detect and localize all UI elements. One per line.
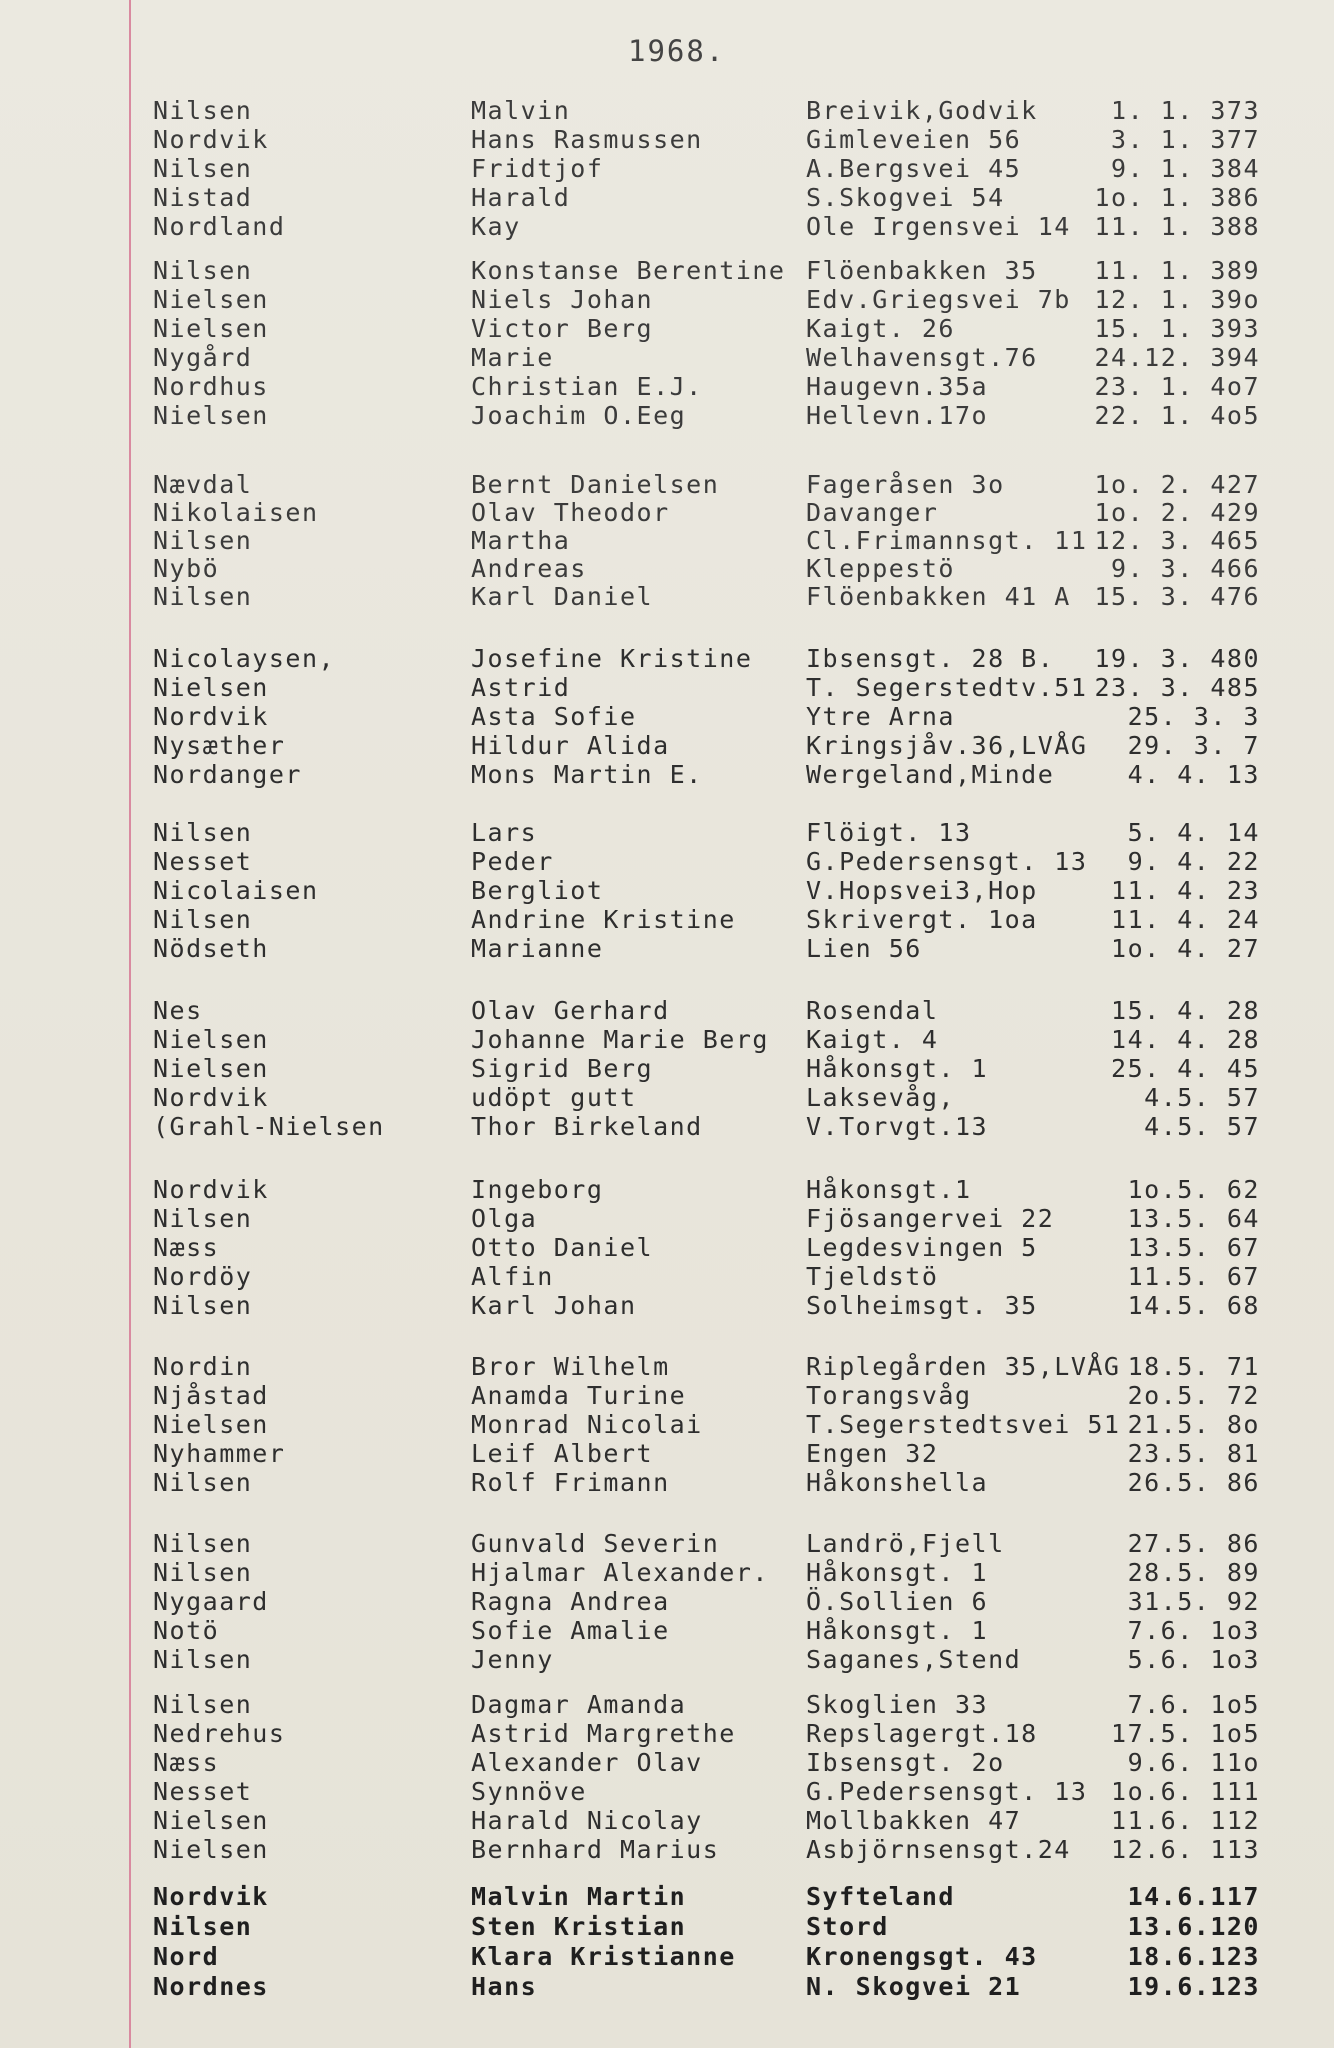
date-number-cell: 13.5. 67 [1127, 1233, 1260, 1262]
given-names-cell: Konstanse Berentine [471, 256, 786, 285]
surname-cell: Nes [153, 996, 203, 1025]
surname-cell: Nordvik [153, 702, 269, 731]
surname-cell: Nesset [153, 847, 253, 876]
date-number-cell: 9. 1. 384 [1111, 154, 1260, 183]
address-cell: Flöenbakken 35 [806, 256, 1038, 285]
register-row [0, 1529, 1334, 1559]
register-row [0, 1233, 1334, 1263]
given-names-cell: Dagmar Amanda [471, 1690, 687, 1719]
register-row [0, 285, 1334, 315]
register-row [0, 1204, 1334, 1234]
register-row [0, 996, 1334, 1026]
address-cell: Lien 56 [806, 934, 922, 963]
address-cell: V.Hopsvei3,Hop [806, 876, 1038, 905]
register-row [0, 470, 1334, 500]
given-names-cell: Bergliot [471, 876, 604, 905]
date-number-cell: 21.5. 8o [1127, 1410, 1260, 1439]
address-cell: Mollbakken 47 [806, 1806, 1022, 1835]
surname-cell: Nygård [153, 343, 253, 372]
date-number-cell: 9.6. 11o [1127, 1748, 1260, 1777]
register-row [0, 1352, 1334, 1382]
given-names-cell: Johanne Marie Berg [471, 1025, 769, 1054]
register-row [0, 1645, 1334, 1675]
surname-cell: Nödseth [153, 934, 269, 963]
given-names-cell: Leif Albert [471, 1439, 654, 1468]
date-number-cell: 1o. 1. 386 [1094, 183, 1260, 212]
address-cell: V.Torvgt.13 [806, 1112, 989, 1141]
date-number-cell: 11. 4. 23 [1111, 876, 1260, 905]
given-names-cell: Bernhard Marius [471, 1835, 720, 1864]
date-number-cell: 28.5. 89 [1127, 1558, 1260, 1587]
surname-cell: Nesset [153, 1777, 253, 1806]
given-names-cell: Andrine Kristine [471, 905, 736, 934]
surname-cell: Nilsen [153, 1204, 253, 1233]
address-cell: Riplegården 35,LVÅG [806, 1352, 1121, 1381]
address-cell: Solheimsgt. 35 [806, 1291, 1038, 1320]
given-names-cell: Lars [471, 818, 538, 847]
register-row [0, 401, 1334, 431]
date-number-cell: 24.12. 394 [1094, 343, 1260, 372]
date-number-cell: 4.5. 57 [1144, 1112, 1260, 1141]
date-number-cell: 15. 4. 28 [1111, 996, 1260, 1025]
address-cell: T.Segerstedtsvei 51 [806, 1410, 1121, 1439]
address-cell: Breivik,Godvik [806, 96, 1038, 125]
address-cell: Kringsjåv.36,LVÅG [806, 731, 1088, 760]
date-number-cell: 9. 4. 22 [1127, 847, 1260, 876]
address-cell: Legdesvingen 5 [806, 1233, 1038, 1262]
given-names-cell: Josefine Kristine [471, 644, 753, 673]
date-number-cell: 7.6. 1o3 [1127, 1616, 1260, 1645]
surname-cell: Nilsen [153, 818, 253, 847]
register-row [0, 1112, 1334, 1142]
given-names-cell: Sten Kristian [471, 1912, 687, 1941]
address-cell: Fjösangervei 22 [806, 1204, 1055, 1233]
surname-cell: Nielsen [153, 1835, 269, 1864]
address-cell: Håkonshella [806, 1468, 989, 1497]
register-row [0, 1262, 1334, 1292]
date-number-cell: 5.6. 1o3 [1127, 1645, 1260, 1674]
given-names-cell: Malvin Martin [471, 1882, 687, 1911]
address-cell: Kleppestö [806, 554, 955, 583]
surname-cell: Nilsen [153, 1912, 253, 1941]
surname-cell: Nilsen [153, 1468, 253, 1497]
address-cell: Håkonsgt. 1 [806, 1054, 989, 1083]
register-row [0, 343, 1334, 373]
given-names-cell: Astrid [471, 673, 571, 702]
address-cell: Edv.Griegsvei 7b [806, 285, 1071, 314]
address-cell: Kronengsgt. 43 [806, 1942, 1038, 1971]
given-names-cell: Harald [471, 183, 571, 212]
date-number-cell: 12. 3. 465 [1094, 526, 1260, 555]
surname-cell: Næss [153, 1233, 220, 1262]
date-number-cell: 23. 3. 485 [1094, 673, 1260, 702]
register-row [0, 760, 1334, 790]
register-row [0, 1410, 1334, 1440]
given-names-cell: Karl Johan [471, 1291, 637, 1320]
date-number-cell: 12. 1. 39o [1094, 285, 1260, 314]
given-names-cell: Synnöve [471, 1777, 587, 1806]
surname-cell: Nielsen [153, 401, 269, 430]
given-names-cell: Harald Nicolay [471, 1806, 703, 1835]
address-cell: Ibsensgt. 28 B. [806, 644, 1055, 673]
register-row [0, 1468, 1334, 1498]
register-row [0, 526, 1334, 556]
register-row [0, 212, 1334, 242]
given-names-cell: Hjalmar Alexander. [471, 1558, 769, 1587]
address-cell: Ytre Arna [806, 702, 955, 731]
register-row [0, 905, 1334, 935]
surname-cell: Næss [153, 1748, 220, 1777]
address-cell: T. Segerstedtv.51 [806, 673, 1088, 702]
given-names-cell: Alfin [471, 1262, 554, 1291]
surname-cell: Nysæther [153, 731, 286, 760]
address-cell: S.Skogvei 54 [806, 183, 1005, 212]
surname-cell: Nordin [153, 1352, 253, 1381]
given-names-cell: Victor Berg [471, 314, 654, 343]
address-cell: Flöenbakken 41 A [806, 582, 1071, 611]
address-cell: Haugevn.35a [806, 372, 989, 401]
register-row [0, 1025, 1334, 1055]
register-row [0, 1882, 1334, 1912]
surname-cell: Nielsen [153, 1410, 269, 1439]
given-names-cell: Marie [471, 343, 554, 372]
given-names-cell: Hildur Alida [471, 731, 670, 760]
surname-cell: Nilsen [153, 256, 253, 285]
surname-cell: Nordvik [153, 1882, 269, 1911]
address-cell: Repslagergt.18 [806, 1719, 1038, 1748]
register-row [0, 731, 1334, 761]
register-row [0, 1777, 1334, 1807]
date-number-cell: 1o. 2. 429 [1094, 498, 1260, 527]
given-names-cell: Sofie Amalie [471, 1616, 670, 1645]
surname-cell: Nilsen [153, 96, 253, 125]
given-names-cell: Alexander Olav [471, 1748, 703, 1777]
date-number-cell: 18.6.123 [1127, 1942, 1260, 1971]
register-row [0, 702, 1334, 732]
register-row [0, 582, 1334, 612]
address-cell: Landrö,Fjell [806, 1529, 1005, 1558]
date-number-cell: 27.5. 86 [1127, 1529, 1260, 1558]
given-names-cell: Marianne [471, 934, 604, 963]
given-names-cell: Ingeborg [471, 1175, 604, 1204]
surname-cell: Nordhus [153, 372, 269, 401]
surname-cell: Nilsen [153, 154, 253, 183]
address-cell: Stord [806, 1912, 889, 1941]
address-cell: Skrivergt. 1oa [806, 905, 1038, 934]
surname-cell: (Grahl-Nielsen [153, 1112, 385, 1141]
surname-cell: Notö [153, 1616, 220, 1645]
given-names-cell: Otto Daniel [471, 1233, 654, 1262]
register-row [0, 673, 1334, 703]
date-number-cell: 14.6.117 [1127, 1882, 1260, 1911]
register-row [0, 1806, 1334, 1836]
register-row [0, 554, 1334, 584]
register-row [0, 1175, 1334, 1205]
date-number-cell: 1. 1. 373 [1111, 96, 1260, 125]
register-row [0, 1291, 1334, 1321]
date-number-cell: 2o.5. 72 [1127, 1381, 1260, 1410]
register-row [0, 154, 1334, 184]
address-cell: Welhavensgt.76 [806, 343, 1038, 372]
register-row [0, 1835, 1334, 1865]
register-row [0, 1054, 1334, 1084]
address-cell: Hellevn.17o [806, 401, 989, 430]
register-row [0, 847, 1334, 877]
date-number-cell: 19. 3. 480 [1094, 644, 1260, 673]
date-number-cell: 11. 4. 24 [1111, 905, 1260, 934]
given-names-cell: Monrad Nicolai [471, 1410, 703, 1439]
date-number-cell: 11.5. 67 [1127, 1262, 1260, 1291]
surname-cell: Nielsen [153, 285, 269, 314]
surname-cell: Nilsen [153, 1645, 253, 1674]
date-number-cell: 22. 1. 4o5 [1094, 401, 1260, 430]
register-row [0, 818, 1334, 848]
given-names-cell: Christian E.J. [471, 372, 703, 401]
date-number-cell: 14. 4. 28 [1111, 1025, 1260, 1054]
address-cell: Gimleveien 56 [806, 125, 1022, 154]
given-names-cell: Mons Martin E. [471, 760, 703, 789]
surname-cell: Nilsen [153, 1529, 253, 1558]
address-cell: Flöigt. 13 [806, 818, 972, 847]
register-row [0, 1719, 1334, 1749]
address-cell: Davanger [806, 498, 939, 527]
address-cell: Ö.Sollien 6 [806, 1587, 989, 1616]
address-cell: Tjeldstö [806, 1262, 939, 1291]
given-names-cell: Peder [471, 847, 554, 876]
date-number-cell: 15. 1. 393 [1094, 314, 1260, 343]
register-row [0, 644, 1334, 674]
date-number-cell: 23.5. 81 [1127, 1439, 1260, 1468]
address-cell: Rosendal [806, 996, 939, 1025]
date-number-cell: 9. 3. 466 [1111, 554, 1260, 583]
date-number-cell: 15. 3. 476 [1094, 582, 1260, 611]
register-row [0, 1748, 1334, 1778]
date-number-cell: 31.5. 92 [1127, 1587, 1260, 1616]
surname-cell: Nilsen [153, 1558, 253, 1587]
given-names-cell: Karl Daniel [471, 582, 654, 611]
register-row [0, 1381, 1334, 1411]
date-number-cell: 3. 1. 377 [1111, 125, 1260, 154]
given-names-cell: Klara Kristianne [471, 1942, 736, 1971]
date-number-cell: 11. 1. 388 [1094, 212, 1260, 241]
date-number-cell: 26.5. 86 [1127, 1468, 1260, 1497]
surname-cell: Nielsen [153, 1054, 269, 1083]
surname-cell: Nyhammer [153, 1439, 286, 1468]
surname-cell: Nordland [153, 212, 286, 241]
date-number-cell: 4.5. 57 [1144, 1083, 1260, 1112]
surname-cell: Nicolaysen, [153, 644, 336, 673]
address-cell: Asbjörnsensgt.24 [806, 1835, 1071, 1864]
given-names-cell: Thor Birkeland [471, 1112, 703, 1141]
surname-cell: Nedrehus [153, 1719, 286, 1748]
given-names-cell: Asta Sofie [471, 702, 637, 731]
date-number-cell: 23. 1. 4o7 [1094, 372, 1260, 401]
register-row [0, 934, 1334, 964]
surname-cell: Nævdal [153, 470, 253, 499]
date-number-cell: 18.5. 71 [1127, 1352, 1260, 1381]
date-number-cell: 14.5. 68 [1127, 1291, 1260, 1320]
register-row [0, 183, 1334, 213]
address-cell: Fageråsen 3o [806, 470, 1005, 499]
given-names-cell: Astrid Margrethe [471, 1719, 736, 1748]
register-row [0, 256, 1334, 286]
given-names-cell: Hans Rasmussen [471, 125, 703, 154]
address-cell: Håkonsgt. 1 [806, 1616, 989, 1645]
given-names-cell: Kay [471, 212, 521, 241]
surname-cell: Nordanger [153, 760, 302, 789]
given-names-cell: Bernt Danielsen [471, 470, 720, 499]
surname-cell: Nordöy [153, 1262, 253, 1291]
date-number-cell: 12.6. 113 [1111, 1835, 1260, 1864]
address-cell: Cl.Frimannsgt. 11 [806, 526, 1088, 555]
surname-cell: Nistad [153, 183, 253, 212]
date-number-cell: 5. 4. 14 [1127, 818, 1260, 847]
address-cell: Skoglien 33 [806, 1690, 989, 1719]
surname-cell: Nilsen [153, 1291, 253, 1320]
register-row [0, 1083, 1334, 1113]
surname-cell: Nilsen [153, 1690, 253, 1719]
given-names-cell: Bror Wilhelm [471, 1352, 670, 1381]
date-number-cell: 25. 4. 45 [1111, 1054, 1260, 1083]
address-cell: Ibsensgt. 2o [806, 1748, 1005, 1777]
date-number-cell: 13.5. 64 [1127, 1204, 1260, 1233]
surname-cell: Nicolaisen [153, 876, 319, 905]
given-names-cell: Ragna Andrea [471, 1587, 670, 1616]
date-number-cell: 19.6.123 [1127, 1972, 1260, 2001]
register-row [0, 1616, 1334, 1646]
given-names-cell: Olga [471, 1204, 538, 1233]
given-names-cell: Olav Theodor [471, 498, 670, 527]
address-cell: Håkonsgt.1 [806, 1175, 972, 1204]
given-names-cell: Gunvald Severin [471, 1529, 720, 1558]
register-row [0, 96, 1334, 126]
register-row [0, 314, 1334, 344]
date-number-cell: 13.6.120 [1127, 1912, 1260, 1941]
address-cell: Saganes,Stend [806, 1645, 1022, 1674]
date-number-cell: 11.6. 112 [1111, 1806, 1260, 1835]
date-number-cell: 4. 4. 13 [1127, 760, 1260, 789]
register-row [0, 498, 1334, 528]
address-cell: Håkonsgt. 1 [806, 1558, 989, 1587]
surname-cell: Nilsen [153, 582, 253, 611]
address-cell: Engen 32 [806, 1439, 939, 1468]
register-row [0, 125, 1334, 155]
surname-cell: Nord [153, 1942, 220, 1971]
address-cell: Syfteland [806, 1882, 955, 1911]
address-cell: A.Bergsvei 45 [806, 154, 1022, 183]
address-cell: Wergeland,Minde [806, 760, 1055, 789]
surname-cell: Njåstad [153, 1381, 269, 1410]
surname-cell: Nordnes [153, 1972, 269, 2001]
register-row [0, 1912, 1334, 1942]
address-cell: G.Pedersensgt. 13 [806, 1777, 1088, 1806]
given-names-cell: Malvin [471, 96, 571, 125]
surname-cell: Nordvik [153, 1175, 269, 1204]
given-names-cell: Fridtjof [471, 154, 604, 183]
given-names-cell: Hans [471, 1972, 538, 2001]
surname-cell: Nordvik [153, 125, 269, 154]
surname-cell: Nilsen [153, 526, 253, 555]
register-row [0, 1587, 1334, 1617]
register-row [0, 1558, 1334, 1588]
surname-cell: Nielsen [153, 673, 269, 702]
date-number-cell: 11. 1. 389 [1094, 256, 1260, 285]
date-number-cell: 1o.5. 62 [1127, 1175, 1260, 1204]
page-year: 1968. [628, 34, 726, 68]
surname-cell: Nikolaisen [153, 498, 319, 527]
given-names-cell: Rolf Frimann [471, 1468, 670, 1497]
given-names-cell: Olav Gerhard [471, 996, 670, 1025]
surname-cell: Nilsen [153, 905, 253, 934]
surname-cell: Nygaard [153, 1587, 269, 1616]
register-row [0, 876, 1334, 906]
date-number-cell: 25. 3. 3 [1127, 702, 1260, 731]
register-row [0, 1439, 1334, 1469]
given-names-cell: Joachim O.Eeg [471, 401, 687, 430]
address-cell: N. Skogvei 21 [806, 1972, 1022, 2001]
date-number-cell: 1o. 2. 427 [1094, 470, 1260, 499]
given-names-cell: Anamda Turine [471, 1381, 687, 1410]
date-number-cell: 17.5. 1o5 [1111, 1719, 1260, 1748]
surname-cell: Nielsen [153, 1806, 269, 1835]
address-cell: Torangsvåg [806, 1381, 972, 1410]
given-names-cell: udöpt gutt [471, 1083, 637, 1112]
date-number-cell: 1o. 4. 27 [1111, 934, 1260, 963]
given-names-cell: Sigrid Berg [471, 1054, 654, 1083]
register-row [0, 1690, 1334, 1720]
address-cell: Kaigt. 26 [806, 314, 955, 343]
address-cell: G.Pedersensgt. 13 [806, 847, 1088, 876]
date-number-cell: 1o.6. 111 [1111, 1777, 1260, 1806]
given-names-cell: Martha [471, 526, 571, 555]
address-cell: Ole Irgensvei 14 [806, 212, 1071, 241]
given-names-cell: Andreas [471, 554, 587, 583]
date-number-cell: 29. 3. 7 [1127, 731, 1260, 760]
given-names-cell: Jenny [471, 1645, 554, 1674]
date-number-cell: 7.6. 1o5 [1127, 1690, 1260, 1719]
address-cell: Laksevåg, [806, 1083, 955, 1112]
surname-cell: Nordvik [153, 1083, 269, 1112]
register-row [0, 372, 1334, 402]
surname-cell: Nielsen [153, 314, 269, 343]
register-row [0, 1972, 1334, 2002]
surname-cell: Nielsen [153, 1025, 269, 1054]
given-names-cell: Niels Johan [471, 285, 654, 314]
surname-cell: Nybö [153, 554, 220, 583]
address-cell: Kaigt. 4 [806, 1025, 939, 1054]
register-row [0, 1942, 1334, 1972]
